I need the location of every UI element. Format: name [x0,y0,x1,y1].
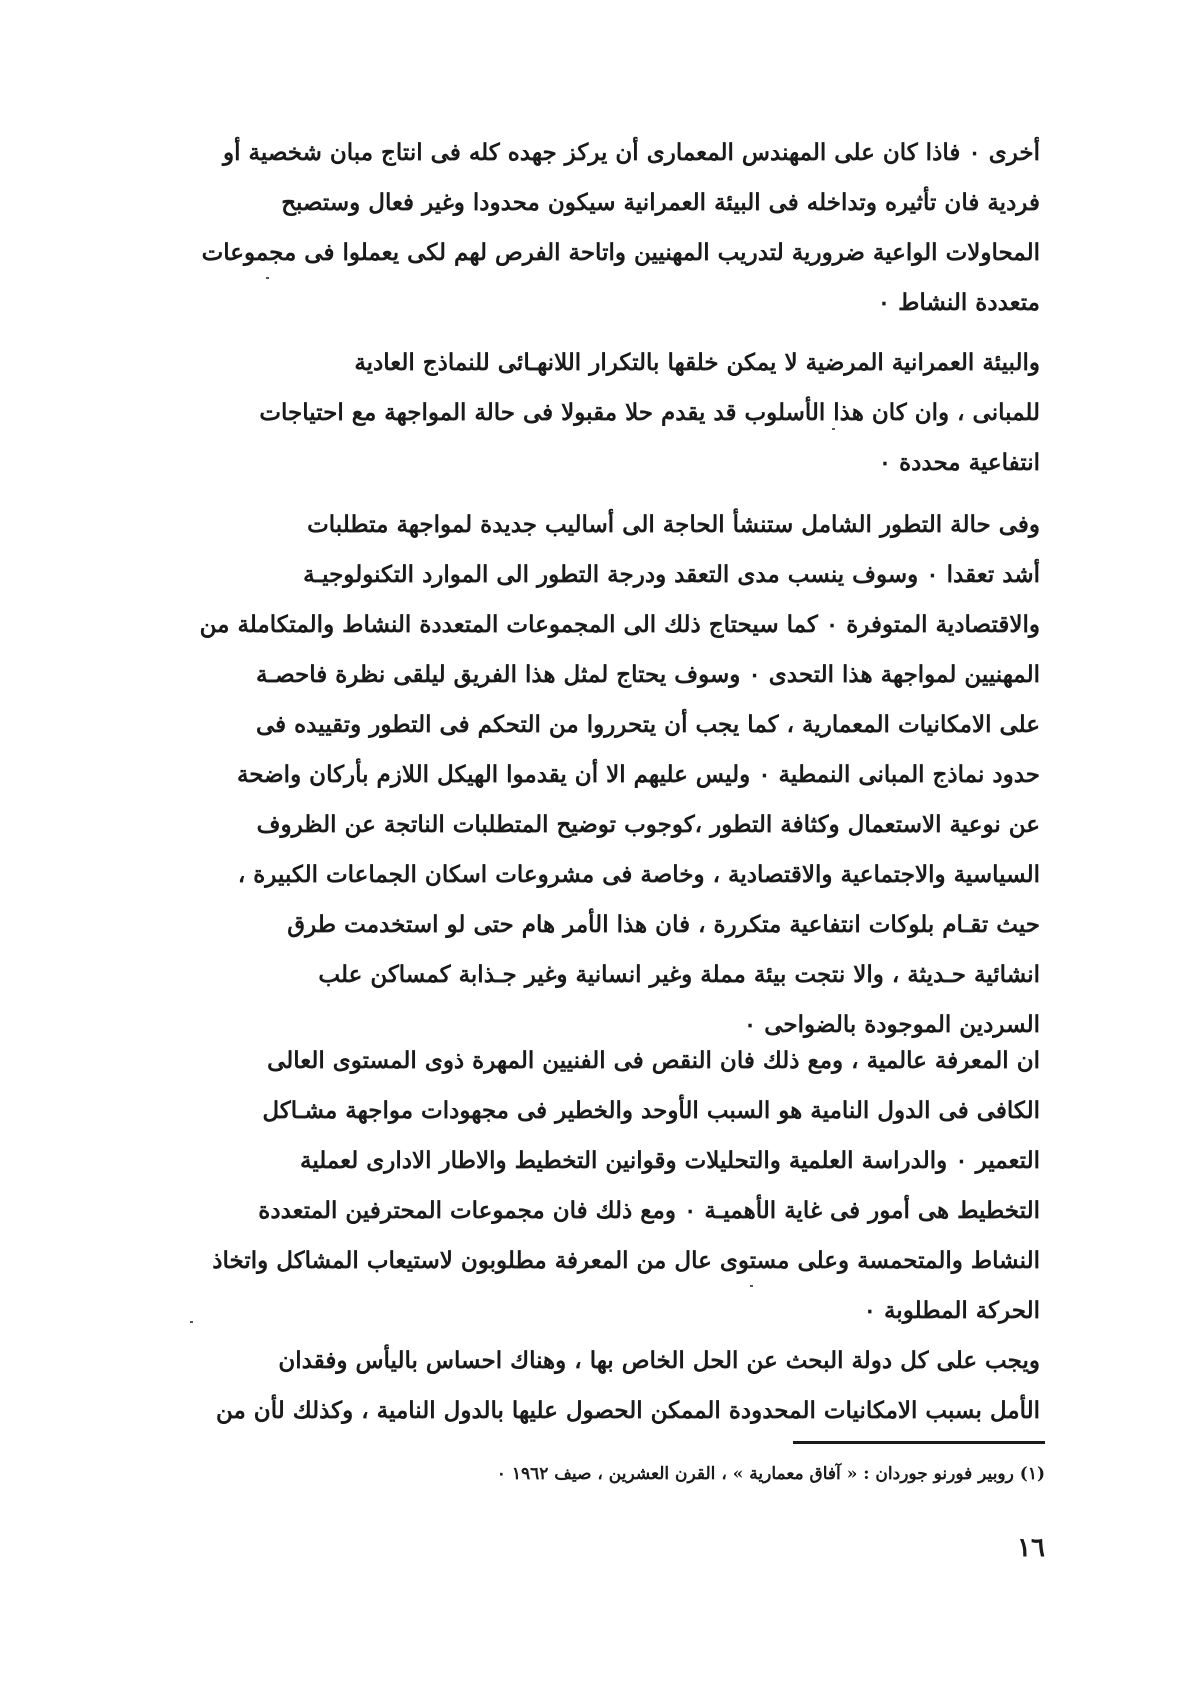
paragraph-line: وفى حالة التطور الشامل ستنشأ الحاجة الى أساليب جديدة لمواجهة متطلبات [307,511,1040,538]
paragraph-line: عن نوعية الاستعمال وكثافة التطور ،كوجوب توضيح المتطلبات الناتجة عن الظروف [256,811,1040,838]
scan-speck [832,428,835,430]
footnote: (١) روبير فورنو جوردان : « آفاق معمارية » ، القرن العشرين ، صيف ١٩٦٢ ٠ [496,1464,1045,1484]
scan-speck [750,1285,753,1287]
paragraph-line: أشد تعقدا ٠ وسوف ينسب مدى التعقد ودرجة التطور الى الموارد التكنولوجيـة [303,561,1040,588]
paragraph-line: الأمل بسبب الامكانيات المحدودة الممكن الحصول عليها بالدول النامية ، وكذلك لأن من [215,1397,1040,1424]
page-number: ١٦ [1017,1533,1045,1563]
paragraph-line: السياسية والاجتماعية والاقتصادية ، وخاصة فى مشروعات اسكان الجماعات الكبيرة ، [237,861,1040,888]
paragraph-line: على الامكانيات المعمارية ، كما يجب أن يتحرروا من التحكم فى التطور وتقييده فى [255,711,1040,738]
scan-speck [190,1321,193,1323]
paragraph-line: والاقتصادية المتوفرة ٠ كما سيحتاج ذلك الى المجموعات المتعددة النشاط والمتكاملة من [199,611,1040,638]
paragraph-2 [140,338,1040,488]
scan-speck [266,277,269,279]
paragraph-line: انشائية حـديثة ، والا نتجت بيئة مملة وغير انسانية وغير جـذابة كمساكن علب [318,961,1040,988]
paragraph-line: ويجب على كل دولة البحث عن الحل الخاص بها ، وهناك احساس باليأس وفقدان [278,1347,1040,1374]
footnote-divider [793,1441,1045,1444]
paragraph-1 [140,128,1040,328]
paragraph-line: الحركة المطلوبة ٠ [863,1297,1040,1324]
paragraph-line: ان المعرفة عالمية ، ومع ذلك فان النقص فى الفنيين المهرة ذوى المستوى العالى [267,1047,1040,1074]
paragraph-line: أخرى ٠ فاذا كان على المهندس المعمارى أن يركز جهده كله فى انتاج مبان شخصية أو [223,139,1040,166]
paragraph-line: فردية فان تأثيره وتداخله فى البيئة العمرانية سيكون محدودا وغير فعال وستصبح [281,189,1040,216]
paragraph-line: الكافى فى الدول النامية هو السبب الأوحد والخطير فى مجهودات مواجهة مشـاكل [262,1097,1040,1124]
paragraph-5 [140,1336,1040,1436]
paragraph-line: متعددة النشاط ٠ [877,289,1040,316]
paragraph-line: المهنيين لمواجهة هذا التحدى ٠ وسوف يحتاج لمثل هذا الفريق ليلقى نظرة فاحصـة [256,661,1040,688]
paragraph-line: انتفاعية محددة ٠ [878,449,1040,476]
paragraph-line: السردين الموجودة بالضواحى ٠ [743,1011,1040,1038]
paragraph-line: التعمير ٠ والدراسة العلمية والتحليلات وقوانين التخطيط والاطار الادارى لعملية [300,1147,1040,1174]
paragraph-line: التخطيط هى أمور فى غاية الأهميـة ٠ ومع ذلك فان مجموعات المحترفين المتعددة [258,1197,1040,1224]
paragraph-line: والبيئة العمرانية المرضية لا يمكن خلقها بالتكرار اللانهـائى للنماذج العادية [354,349,1040,376]
paragraph-line: حدود نماذج المبانى النمطية ٠ وليس عليهم الا أن يقدموا الهيكل اللازم بأركان واضحة [236,761,1040,788]
paragraph-line: للمبانى ، وان كان هذا الأسلوب قد يقدم حلا مقبولا فى حالة المواجهة مع احتياجات [259,399,1040,426]
paragraph-line: النشاط والمتحمسة وعلى مستوى عال من المعرفة مطلوبون لاستيعاب المشاكل واتخاذ [212,1247,1040,1274]
paragraph-line: المحاولات الواعية ضرورية لتدريب المهنيين واتاحة الفرص لهم لكى يعملوا فى مجموعات [201,239,1040,266]
paragraph-line: حيث تقـام بلوكات انتفاعية متكررة ، فان هذا الأمر هام حتى لو استخدمت طرق [287,911,1040,938]
paragraph-4 [140,1036,1040,1336]
paragraph-3 [140,500,1040,1050]
